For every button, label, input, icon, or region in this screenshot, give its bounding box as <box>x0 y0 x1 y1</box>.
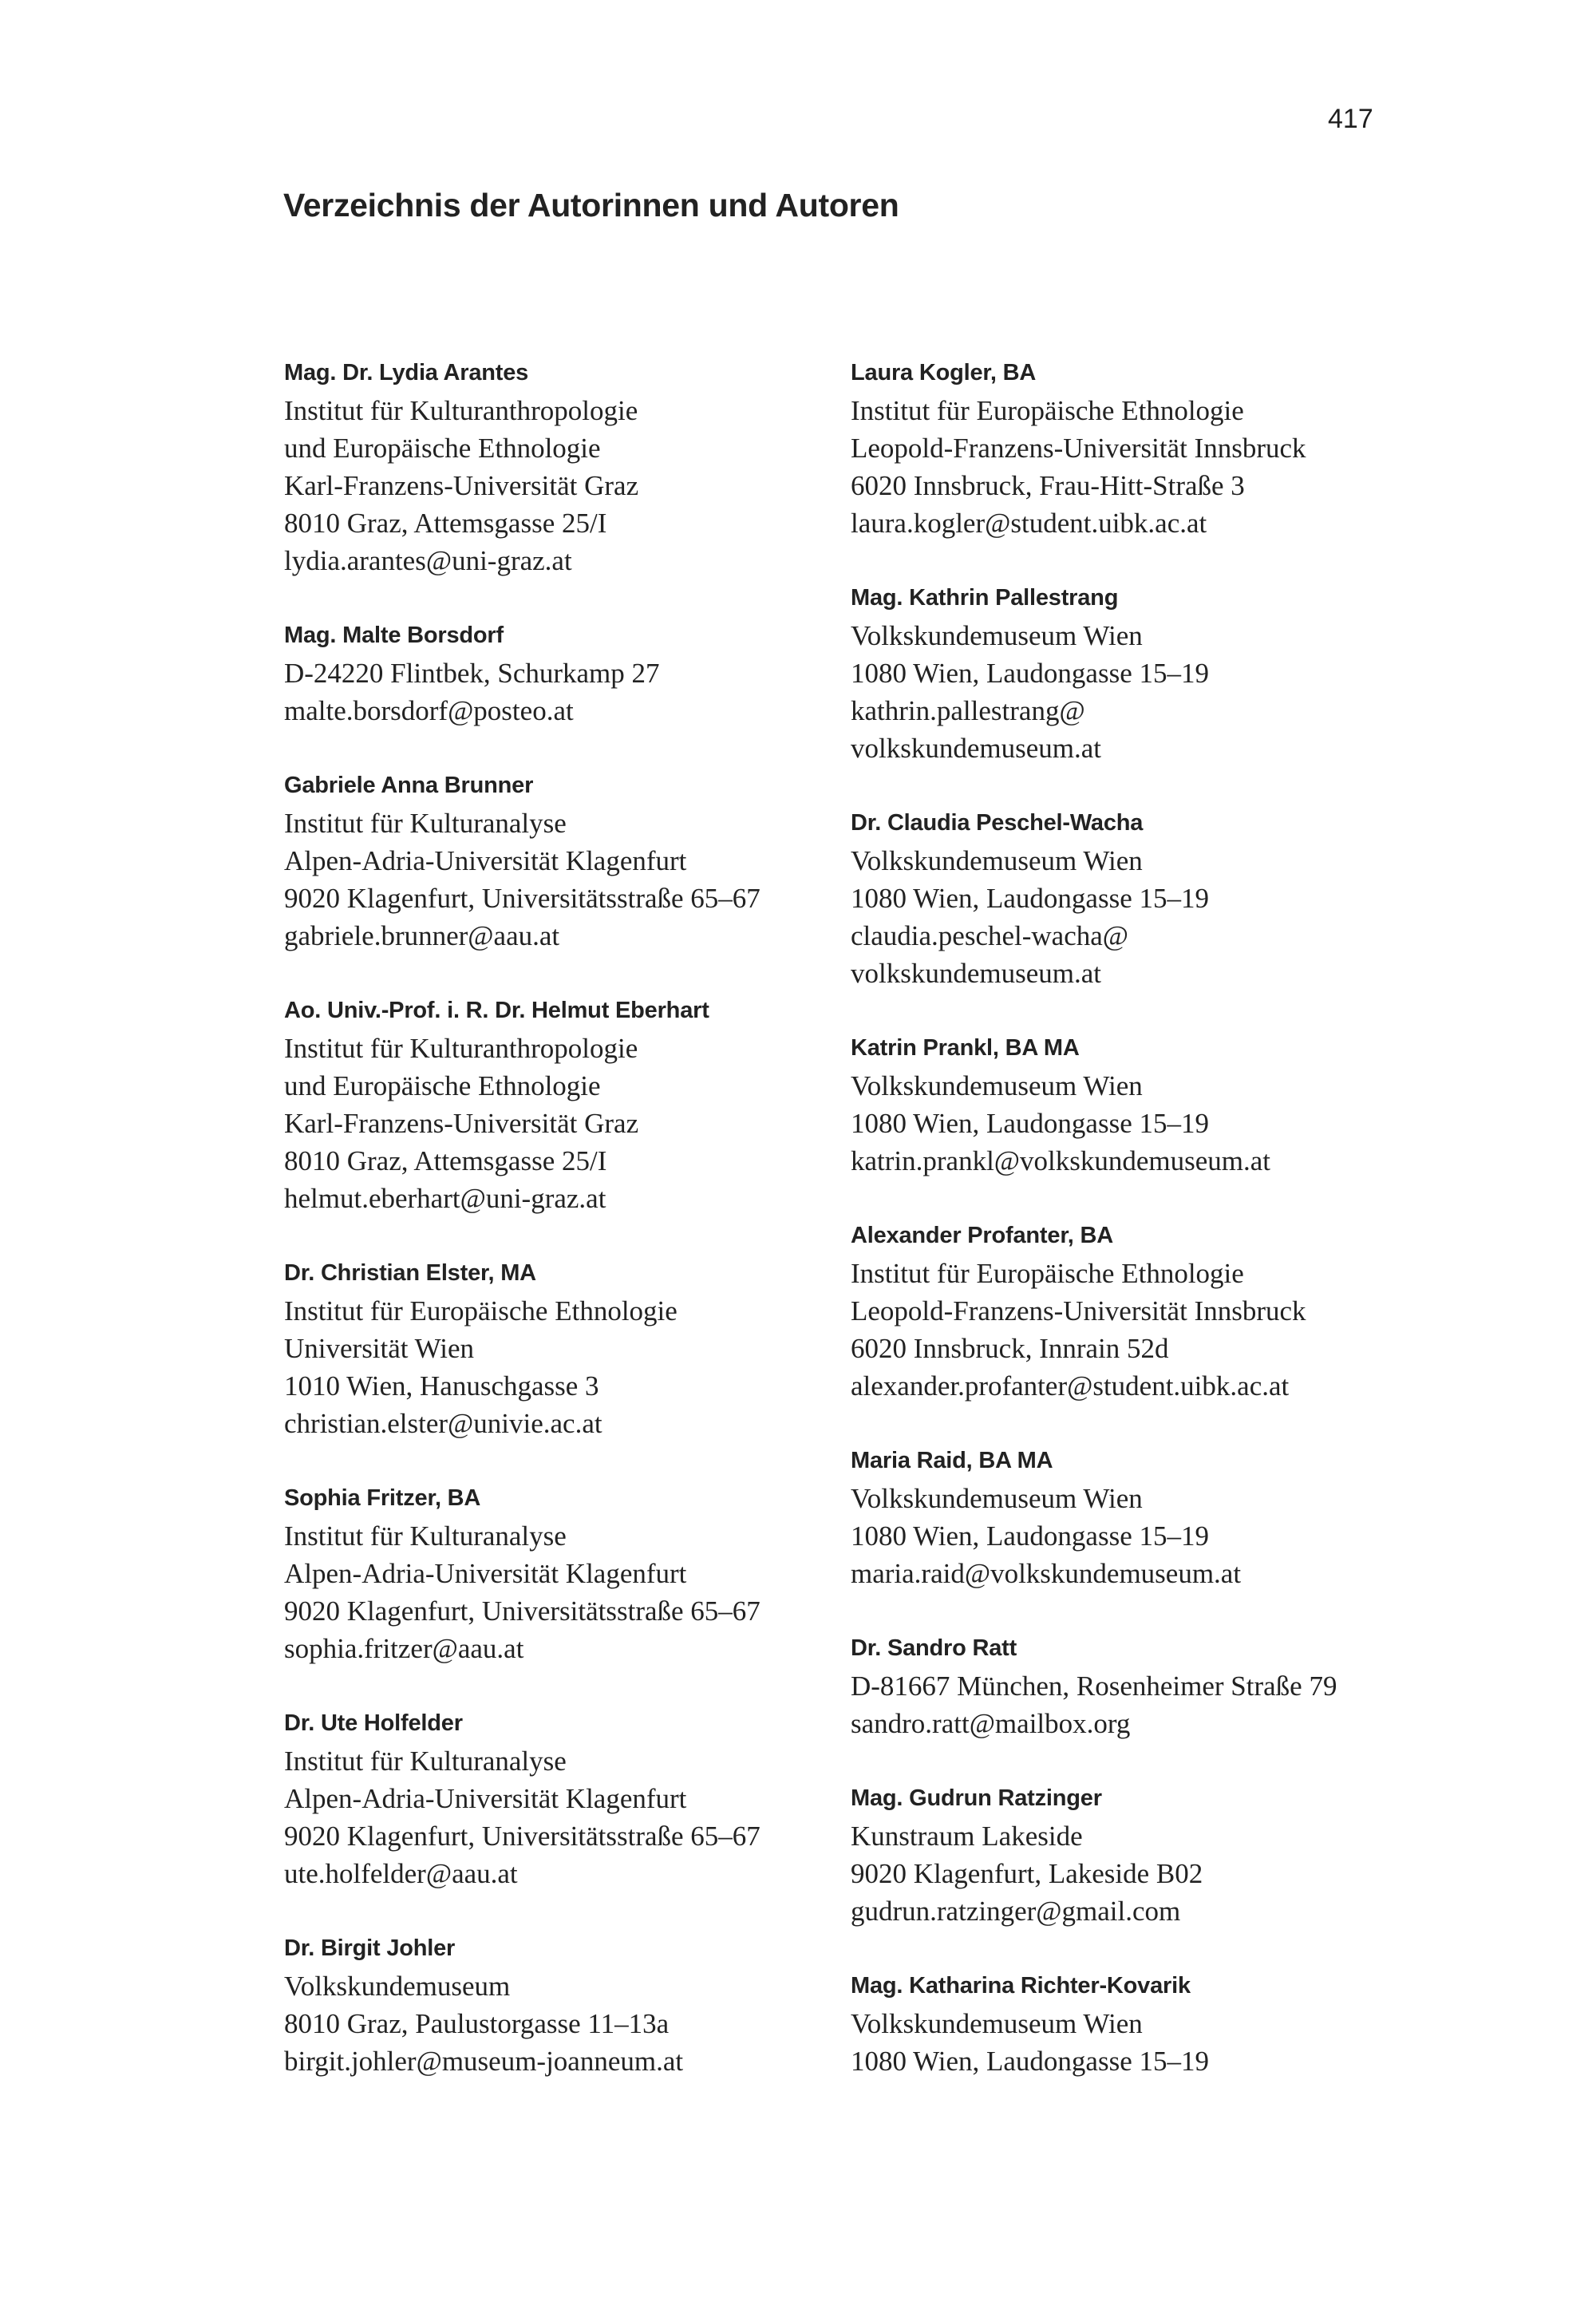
author-entry <box>284 354 760 579</box>
author-entry <box>284 617 760 729</box>
author-email: sandro.ratt@mailbox.org <box>851 1708 1131 1739</box>
author-name: Dr. Sandro Ratt <box>851 1635 1017 1661</box>
author-address-line: Institut für Kulturanthropologie <box>284 395 638 426</box>
author-address-line: Volkskundemuseum Wien <box>851 2008 1143 2039</box>
author-address-line: 6020 Innsbruck, Innrain 52d <box>851 1333 1169 1364</box>
author-name: Dr. Ute Holfelder <box>284 1710 463 1736</box>
author-email: volkskundemuseum.at <box>851 958 1101 989</box>
author-address-line: Leopold-Franzens-Universität Innsbruck <box>851 1295 1306 1326</box>
author-entry <box>851 1030 1337 1180</box>
author-name: Gabriele Anna Brunner <box>284 773 534 798</box>
author-entry <box>851 805 1337 992</box>
author-entry <box>284 767 760 955</box>
author-name: Dr. Claudia Peschel-Wacha <box>851 810 1144 836</box>
author-address-line: Alpen-Adria-Universität Klagenfurt <box>284 1783 687 1814</box>
author-address-line: Institut für Europäische Ethnologie <box>284 1295 678 1326</box>
author-email: volkskundemuseum.at <box>851 733 1101 764</box>
author-entry <box>851 1630 1337 1742</box>
author-address-line: Alpen-Adria-Universität Klagenfurt <box>284 845 687 876</box>
author-address-line: Universität Wien <box>284 1333 475 1364</box>
author-address-line: Volkskundemuseum Wien <box>851 620 1143 651</box>
author-entry <box>851 579 1337 767</box>
author-email: gudrun.ratzinger@gmail.com <box>851 1896 1181 1927</box>
author-address-line: 8010 Graz, Attemsgasse 25/I <box>284 508 607 539</box>
author-name: Alexander Profanter, BA <box>851 1223 1113 1248</box>
author-address-line: Alpen-Adria-Universität Klagenfurt <box>284 1558 687 1589</box>
author-name: Katrin Prankl, BA MA <box>851 1035 1080 1061</box>
author-address-line: 1010 Wien, Hanuschgasse 3 <box>284 1370 599 1402</box>
author-address-line: 1080 Wien, Laudongasse 15–19 <box>851 658 1209 689</box>
author-address-line: Institut für Kulturanthropologie <box>284 1033 638 1064</box>
page-number: 417 <box>1328 104 1373 134</box>
author-address-line: D-81667 München, Rosenheimer Straße 79 <box>851 1670 1337 1702</box>
author-address-line: 9020 Klagenfurt, Lakeside B02 <box>851 1858 1203 1889</box>
author-address-line: 1080 Wien, Laudongasse 15–19 <box>851 1520 1209 1552</box>
author-email: birgit.johler@museum-joanneum.at <box>284 2046 684 2077</box>
author-address-line: und Europäische Ethnologie <box>284 433 601 464</box>
author-address-line: Institut für Europäische Ethnologie <box>851 1258 1244 1289</box>
author-name: Ao. Univ.-Prof. i. R. Dr. Helmut Eberhart <box>284 998 709 1023</box>
author-email: helmut.eberhart@uni-graz.at <box>284 1183 606 1214</box>
author-entry <box>851 1780 1337 1930</box>
author-column-left <box>284 354 760 2117</box>
author-entry <box>284 1480 760 1667</box>
author-entry <box>284 992 760 1217</box>
author-entry <box>851 1217 1337 1405</box>
page-title: Verzeichnis der Autorinnen und Autoren <box>283 187 899 223</box>
author-address-line: und Europäische Ethnologie <box>284 1070 601 1101</box>
author-name: Mag. Gudrun Ratzinger <box>851 1785 1102 1811</box>
author-address-line: Volkskundemuseum <box>284 1971 511 2002</box>
author-email: lydia.arantes@uni-graz.at <box>284 545 572 576</box>
author-address-line: 9020 Klagenfurt, Universitätsstraße 65–67 <box>284 883 760 914</box>
author-email: sophia.fritzer@aau.at <box>284 1633 524 1664</box>
author-entry <box>851 354 1337 542</box>
author-entry <box>284 1255 760 1442</box>
author-name: Dr. Christian Elster, MA <box>284 1260 536 1286</box>
author-address-line: 1080 Wien, Laudongasse 15–19 <box>851 1108 1209 1139</box>
author-email: maria.raid@volkskundemuseum.at <box>851 1558 1242 1589</box>
author-entry <box>851 1967 1337 2080</box>
author-name: Sophia Fritzer, BA <box>284 1485 481 1511</box>
author-address-line: 9020 Klagenfurt, Universitätsstraße 65–67 <box>284 1821 760 1852</box>
author-address-line: Karl-Franzens-Universität Graz <box>284 1108 639 1139</box>
author-address-line: 6020 Innsbruck, Frau-Hitt-Straße 3 <box>851 470 1245 501</box>
author-email: kathrin.pallestrang@ <box>851 695 1085 726</box>
author-address-line: 1080 Wien, Laudongasse 15–19 <box>851 2046 1209 2077</box>
author-email: malte.borsdorf@posteo.at <box>284 695 574 726</box>
author-address-line: Volkskundemuseum Wien <box>851 1483 1143 1514</box>
author-entry <box>284 1705 760 1892</box>
author-address-line: Institut für Kulturanalyse <box>284 808 567 839</box>
author-address-line: 1080 Wien, Laudongasse 15–19 <box>851 883 1209 914</box>
author-address-line: Volkskundemuseum Wien <box>851 845 1143 876</box>
author-entry <box>284 1930 760 2080</box>
author-address-line: Karl-Franzens-Universität Graz <box>284 470 639 501</box>
author-name: Mag. Kathrin Pallestrang <box>851 585 1119 611</box>
author-email: gabriele.brunner@aau.at <box>284 920 560 951</box>
author-address-line: 8010 Graz, Paulustorgasse 11–13a <box>284 2008 670 2039</box>
author-email: katrin.prankl@volkskundemuseum.at <box>851 1145 1271 1176</box>
author-name: Mag. Dr. Lydia Arantes <box>284 360 529 385</box>
author-email: christian.elster@univie.ac.at <box>284 1408 602 1439</box>
author-address-line: Institut für Kulturanalyse <box>284 1520 567 1552</box>
author-address-line: Institut für Kulturanalyse <box>284 1746 567 1777</box>
author-email: ute.holfelder@aau.at <box>284 1858 518 1889</box>
author-name: Laura Kogler, BA <box>851 360 1037 385</box>
author-email: claudia.peschel-wacha@ <box>851 920 1129 951</box>
author-address-line: D-24220 Flintbek, Schurkamp 27 <box>284 658 660 689</box>
author-email: laura.kogler@student.uibk.ac.at <box>851 508 1207 539</box>
author-name: Maria Raid, BA MA <box>851 1448 1053 1473</box>
author-address-line: Leopold-Franzens-Universität Innsbruck <box>851 433 1306 464</box>
author-name: Mag. Malte Borsdorf <box>284 623 504 648</box>
author-address-line: Institut für Europäische Ethnologie <box>851 395 1244 426</box>
author-address-line: 8010 Graz, Attemsgasse 25/I <box>284 1145 607 1176</box>
author-address-line: Kunstraum Lakeside <box>851 1821 1083 1852</box>
author-name: Dr. Birgit Johler <box>284 1935 456 1961</box>
author-entry <box>851 1442 1337 1592</box>
author-address-line: Volkskundemuseum Wien <box>851 1070 1143 1101</box>
author-address-line: 9020 Klagenfurt, Universitätsstraße 65–67 <box>284 1595 760 1627</box>
author-email: alexander.profanter@student.uibk.ac.at <box>851 1370 1290 1402</box>
author-name: Mag. Katharina Richter-Kovarik <box>851 1973 1191 1999</box>
author-column-right <box>851 354 1337 2117</box>
